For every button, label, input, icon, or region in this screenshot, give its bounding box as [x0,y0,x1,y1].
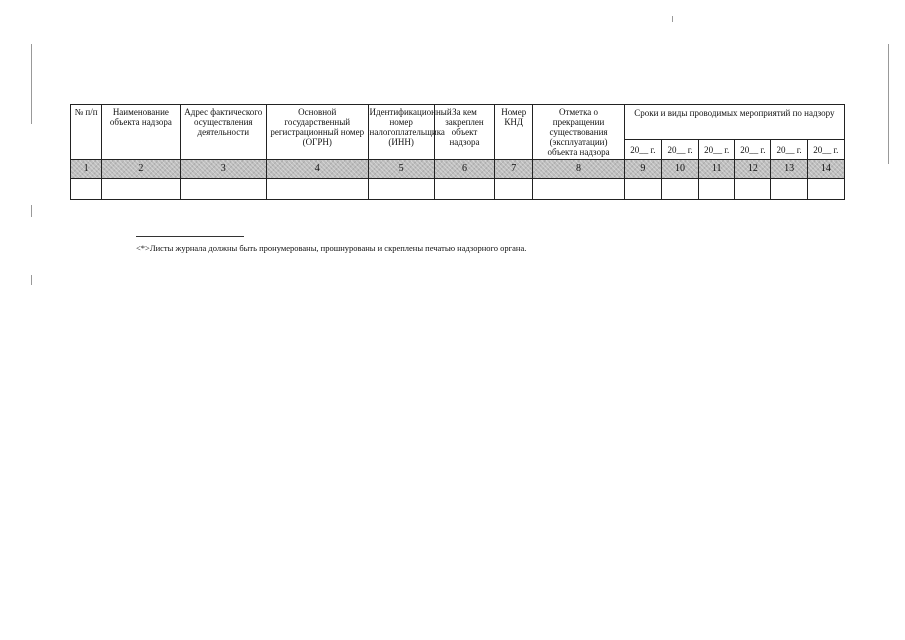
scan-edge-mark [888,44,889,164]
scan-edge-mark [31,275,32,285]
header-number: № п/п [71,105,102,160]
header-object-name: Наименование объекта надзора [102,105,180,160]
table-cell [102,179,180,200]
column-number-row [71,160,845,179]
column-number: 4 [266,160,368,179]
header-supervision-schedule: Сроки и виды проводимых мероприятий по надзору [624,105,844,140]
table-cell [624,179,661,200]
header-ogrn: Основной государственный регистрационный номер (ОГРН) [266,105,368,160]
column-number: 8 [533,160,624,179]
column-number: 7 [495,160,533,179]
header-year-1: 20__ г. [624,140,661,160]
table-cell [266,179,368,200]
column-number: 3 [180,160,266,179]
header-year-5: 20__ г. [771,140,807,160]
header-knd-number: Номер КНД [495,105,533,160]
footnote-divider [136,236,244,237]
column-number: 14 [807,160,844,179]
table-cell [368,179,434,200]
table-cell [71,179,102,200]
table-row [71,179,845,200]
header-termination-mark: Отметка о прекращении существования (эксплуатации) объекта надзора [533,105,624,160]
column-number: 11 [699,160,735,179]
header-year-4: 20__ г. [735,140,771,160]
table-cell [434,179,494,200]
scan-edge-mark [31,44,32,124]
header-address: Адрес фактического осуществления деятельности [180,105,266,160]
table-cell [807,179,844,200]
column-number: 9 [624,160,661,179]
column-number: 2 [102,160,180,179]
column-number: 12 [735,160,771,179]
column-number: 13 [771,160,807,179]
column-number: 1 [71,160,102,179]
header-year-2: 20__ г. [661,140,698,160]
table-cell [180,179,266,200]
table-cell [533,179,624,200]
table-cell [661,179,698,200]
table-cell [771,179,807,200]
header-inn: Идентификационный номер налогоплательщика (ИНН) [368,105,434,160]
header-row [71,105,845,140]
column-number: 6 [434,160,494,179]
header-year-3: 20__ г. [699,140,735,160]
header-assigned-to: За кем закреплен объект надзора [434,105,494,160]
table-cell [495,179,533,200]
scan-edge-mark [672,16,673,22]
scan-edge-mark [31,205,32,217]
column-number: 10 [661,160,698,179]
footnote-text: <*>Листы журнала должны быть пронумерованы, прошнурованы и скреплены печатью надзорного органа. [136,243,527,253]
journal-table [70,104,845,200]
table-cell [735,179,771,200]
table-cell [699,179,735,200]
header-year-6: 20__ г. [807,140,844,160]
column-number: 5 [368,160,434,179]
